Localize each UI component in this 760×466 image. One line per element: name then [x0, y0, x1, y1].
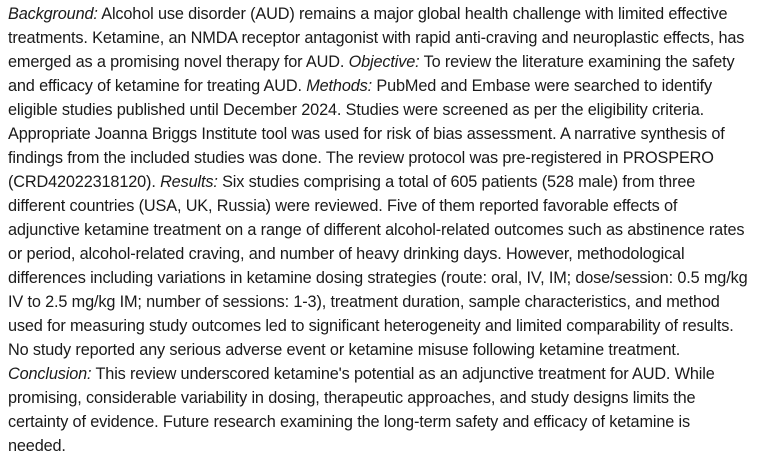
section-text: To review the literature examining the safety and efficacy of ketamine for treating AUD. [8, 53, 735, 95]
section-text: Six studies comprising a total of 605 patients (528 male) from three different countries (USA, UK, Russia) were reviewed. Five of them reported favorable effects of adjunctive ketamine treatment on a range of different alcohol-related outcomes such as abstinence rates or period, alcohol-related craving, and number of heavy drinking days. However, methodological differences including variations in ketamine dosing strategies (route: oral, IV, IM; dose/session: 0.5 mg/kg IV to 2.5 mg/kg IM; number of sessions: 1-3), treatment duration, sample characteristics, and method used for measuring study outcomes led to significant heterogeneity and limited comparability of results. No study reported any serious adverse event or ketamine misuse following ketamine treatment. [8, 173, 748, 359]
section-text: PubMed and Embase were searched to identify eligible studies published until December 2024. Studies were screened as per the eligibility criteria. Appropriate Joanna Briggs Institute tool was used for risk of bias assessment. A narrative synthesis of findings from the included studies was done. The review protocol was pre-registered in PROSPERO (CRD42022318120). [8, 77, 725, 191]
section-label: Background: [8, 5, 98, 23]
section-label: Objective: [348, 53, 420, 71]
section-text: This review underscored ketamine's potential as an adjunctive treatment for AUD. While promising, considerable variability in dosing, therapeutic approaches, and study designs limits the certainty of evidence. Future research examining the long-term safety and efficacy of ketamine is needed. [8, 365, 715, 455]
abstract-paragraph [8, 2, 750, 458]
section-text: Alcohol use disorder (AUD) remains a major global health challenge with limited effective treatments. Ketamine, an NMDA receptor antagonist with rapid anti-craving and neuroplastic effects, has emerged as a promising novel therapy for AUD. [8, 5, 745, 71]
section-label: Results: [160, 173, 218, 191]
section-label: Methods: [306, 77, 373, 95]
section-label: Conclusion: [8, 365, 92, 383]
abstract-section [8, 173, 747, 359]
abstract-section [8, 365, 715, 455]
